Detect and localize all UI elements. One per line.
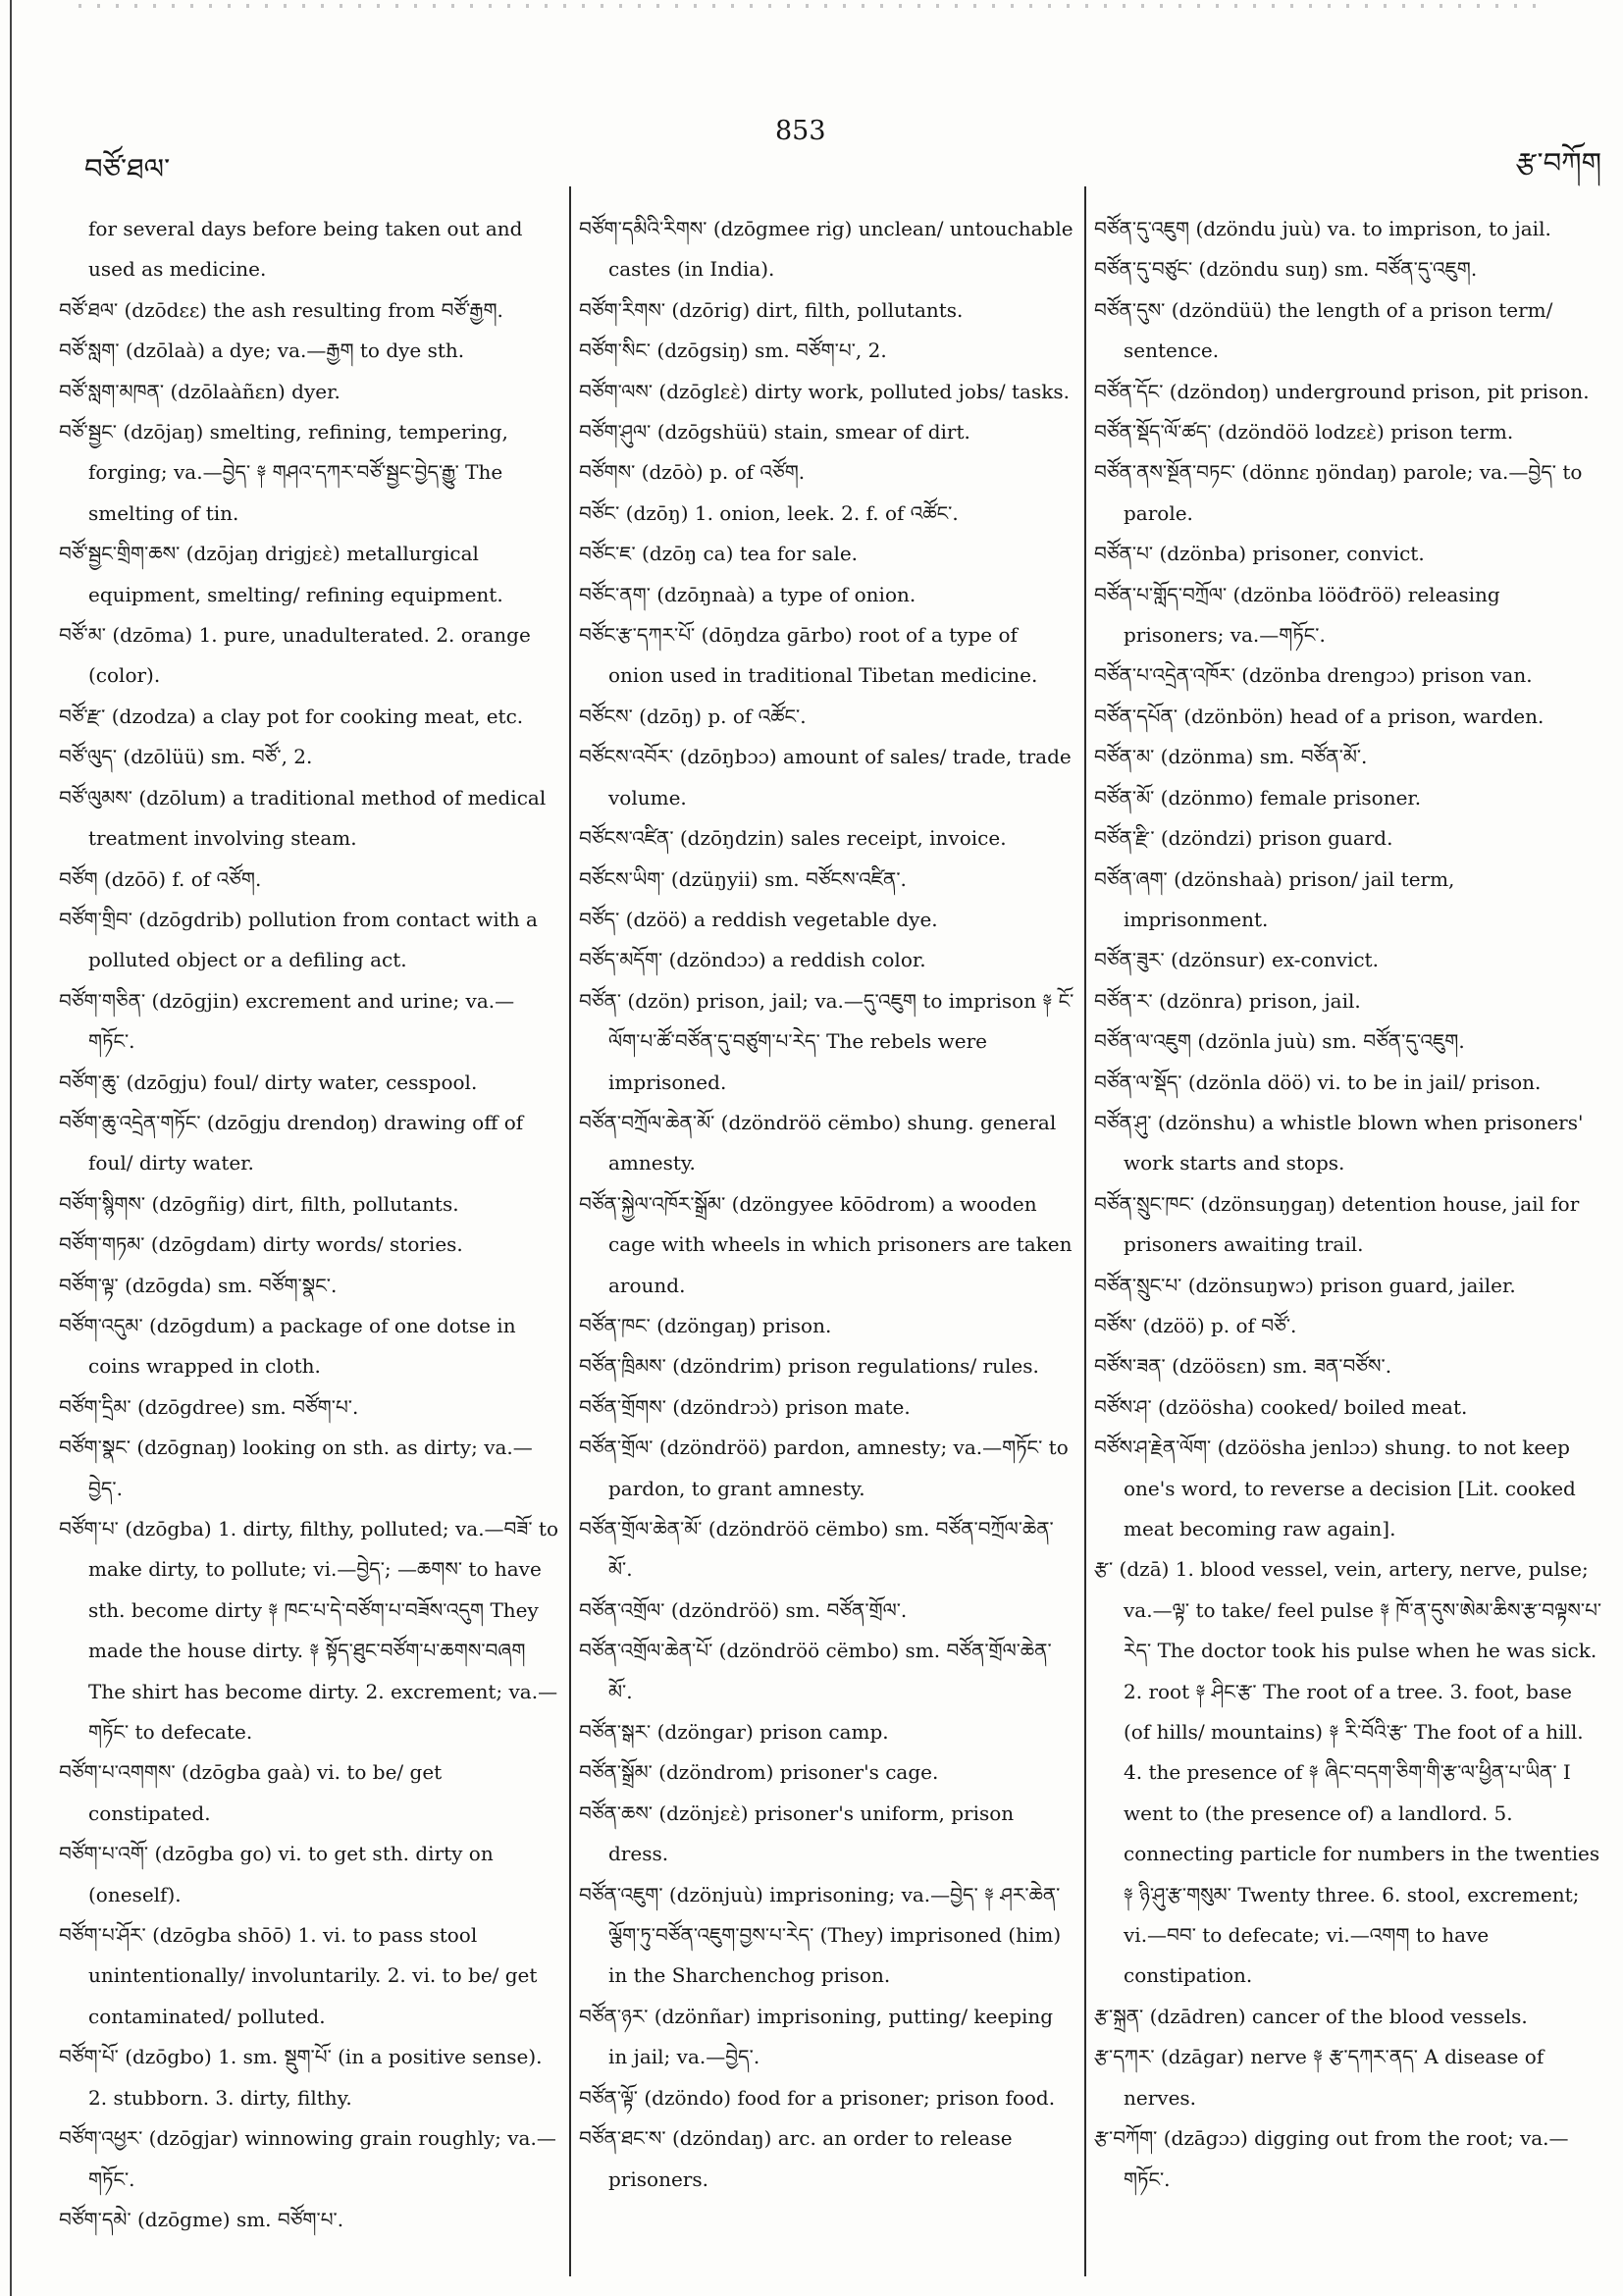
dictionary-entry: བཙོང་ནག་ (dzōŋnaà) a type of onion. <box>579 582 916 606</box>
dictionary-entry: བཙོན་སྲུང་པ་ (dzönsuŋwɔ) prison guard, jailer. <box>1094 1273 1516 1297</box>
dictionary-column-2 <box>579 209 1074 2279</box>
dictionary-entry: བཙོ་སླག་མཁན་ (dzōlaàñεn) dyer. <box>59 379 340 403</box>
column-rule-1 <box>569 186 571 2276</box>
dictionary-entry: བཙོན་ལ་སྡོད་ (dzönla döö) vi. to be in jail/ prison. <box>1094 1070 1542 1094</box>
dictionary-entry: བཙོག་ཆུ་འདྲེན་གཏོང་ (dzōgju drendoŋ) drawing off of foul/ dirty water. <box>59 1110 524 1175</box>
dictionary-entry: བཙོ་རྫ་ (dzodza) a clay pot for cooking meat, etc. <box>59 704 524 728</box>
dictionary-entry: བཙོས་ཤ་རྗེན་ལོག་ (dzöösha jenlɔɔ) shung. to not keep one's word, to reverse a decision [Lit. cooked meat becoming raw again]. <box>1094 1435 1576 1540</box>
dictionary-entry: བཙོད་ (dzöö) a reddish vegetable dye. <box>579 907 938 931</box>
dictionary-entry: བཙོང་རྩ་དཀར་པོ་ (dōŋdza gārbo) root of a type of onion used in traditional Tibetan medicine. <box>579 623 1038 688</box>
dictionary-entry: བཙོ་སླག་ (dzōlaà) a dye; va.—རྒྱག to dye sth. <box>59 339 465 363</box>
dictionary-entry: རྩ་བཀོག་ (dzāgɔɔ) digging out from the root; va.—གཏོང་. <box>1094 2126 1569 2191</box>
dictionary-entry: བཙོག་གཅིན་ (dzōgjin) excrement and urine; va.—གཏོང་. <box>59 988 515 1054</box>
dictionary-entry: བཙོག་རིགས་ (dzōrig) dirt, filth, pollutants. <box>579 297 964 322</box>
dictionary-entry: བཙོང་ཇ་ (dzōŋ ca) tea for sale. <box>579 542 859 566</box>
dictionary-entry: བཙོན་ནས་སྔོན་བཏང་ (dönnε ŋöndaŋ) parole; va.—བྱེད་ to parole. <box>1094 460 1583 525</box>
dictionary-entry: བཙོག་དམེ་ (dzōgme) sm. བཙོག་པ་. <box>59 2207 344 2231</box>
dictionary-entry: བཙོན་ཆས་ (dzönjεὲ) prisoner's uniform, prison dress. <box>579 1800 1015 1866</box>
dictionary-entry: བཙོག་འདུམ་ (dzōgdum) a package of one dotse in coins wrapped in cloth. <box>59 1313 516 1379</box>
dictionary-entry: བཙོས་ཤ་ (dzöösha) cooked/ boiled meat. <box>1094 1394 1468 1419</box>
dictionary-entry: བཙོན་དཔོན་ (dzönbön) head of a prison, warden. <box>1094 704 1544 728</box>
dictionary-entry: བཙོན་འཇུག་ (dzönjuù) imprisoning; va.—བྱེད་ ༈ ཤར་ཆེན་ལྕོག་ཏུ་བཙོན་འཇུག་བྱས་པ་རེད་ (They) imprisoned (him) in the Sharchenchog prison. <box>579 1882 1062 1988</box>
dictionary-entry: བཙོན་ཁང་ (dzöngaŋ) prison. <box>579 1313 832 1337</box>
dictionary-entry: བཙོན་ཟུར་ (dzönsur) ex-convict. <box>1094 948 1379 972</box>
dictionary-entry: བཙོ་མ་ (dzōma) 1. pure, unadulterated. 2. orange (color). <box>59 623 531 688</box>
dictionary-entry: བཙོངས་འཛིན་ (dzōŋdzin) sales receipt, invoice. <box>579 826 1007 851</box>
dictionary-entry: བཙོག་གྲིབ་ (dzōgdrib) pollution from contact with a polluted object or a defiling act. <box>59 907 538 972</box>
dictionary-entry: བཙོན་ཞག་ (dzönshaà) prison/ jail term, imprisonment. <box>1094 866 1455 931</box>
dictionary-entry: བཙོན་ལྟོ་ (dzöndo) food for a prisoner; prison food. <box>579 2085 1056 2110</box>
dictionary-entry: བཙོ་སྦྱང་ (dzōjaŋ) smelting, refining, tempering, forging; va.—བྱེད་ ༈ གཤའ་དཀར་བཙོ་སྦྱང་བྱེད་རྒྱུ་ The smelting of tin. <box>59 420 508 525</box>
scan-artifact-dots <box>79 4 1550 8</box>
dictionary-entry: བཙོག་སིང་ (dzōgsiŋ) sm. བཙོག་པ་, 2. <box>579 339 887 363</box>
dictionary-entry: བཙོས་ཟན་ (dzöösεn) sm. ཟན་བཙོས་. <box>1094 1354 1392 1379</box>
dictionary-entry: བཙོ་ལུད་ (dzōlüü) sm. བཙོ་, 2. <box>59 745 313 769</box>
dictionary-entry: བཙོན་དུས་ (dzöndüü) the length of a prison term/ sentence. <box>1094 297 1553 363</box>
dictionary-entry: བཙོན་པ་ (dzönba) prisoner, convict. <box>1094 542 1425 566</box>
dictionary-entry: བཙོ་སྦྱང་གྲིག་ཆས་ (dzōjaŋ drigjεὲ) metallurgical equipment, smelting/ refining equipment. <box>59 542 503 606</box>
dictionary-entry: བཙོན་སྡོད་ལོ་ཚད་ (dzöndöö lodzεὲ) prison term. <box>1094 420 1514 444</box>
dictionary-entry: བཙོན་སྲུང་ཁང་ (dzönsuŋgaŋ) detention house, jail for prisoners awaiting trail. <box>1094 1191 1580 1257</box>
dictionary-entry: བཙོག (dzōō) f. of འཙོག. <box>59 866 262 891</box>
dictionary-entry: བཙོན་སྒར་ (dzöngar) prison camp. <box>579 1720 889 1745</box>
dictionary-entry: བཙོན་ཤུ་ (dzönshu) a whistle blown when prisoners' work starts and stops. <box>1094 1110 1584 1175</box>
dictionary-entry: for several days before being taken out and used as medicine. <box>88 217 523 282</box>
dictionary-entry: བཙོན་འགྲོལ་ (dzöndröö) sm. བཙོན་གྲོལ་. <box>579 1597 908 1622</box>
dictionary-entry: བཙོང་ (dzōŋ) 1. onion, leek. 2. f. of འཚོང་. <box>579 500 959 525</box>
page-header <box>0 116 1623 185</box>
dictionary-entry: བཙོན་གྲོལ་ (dzöndröö) pardon, amnesty; va.—གཏོང་ to pardon, to grant amnesty. <box>579 1435 1069 1500</box>
dictionary-entry: བཙོན་སྐྱེལ་འཁོར་སྒྲོམ་ (dzöngyee kōōdrom) a wooden cage with wheels in which prisoners are taken around. <box>579 1191 1073 1297</box>
dictionary-entry: བཙོག་པ་འགོ་ (dzōgba go) vi. to get sth. dirty on (oneself). <box>59 1842 494 1906</box>
dictionary-entry: བཙོག་གཏམ་ (dzōgdam) dirty words/ stories. <box>59 1232 463 1257</box>
dictionary-entry: བཙོན་མོ་ (dzönmo) female prisoner. <box>1094 785 1422 809</box>
dictionary-entry: བཙོག་སྣང་ (dzōgnaŋ) looking on sth. as dirty; va.—བྱེད་. <box>59 1435 533 1500</box>
dictionary-entry: བཙོག་པ་འགགས་ (dzōgba gaà) vi. to be/ get constipated. <box>59 1760 443 1825</box>
dictionary-entry: བཙོན་ར་ (dzönra) prison, jail. <box>1094 988 1361 1013</box>
dictionary-entry: བཙོག་པ་ (dzōgba) 1. dirty, filthy, polluted; va.—བཟོ་ to make dirty, to pollute; vi.—བྱེད་; —ཆགས་ to have sth. become dirty ༈ ཁང་པ་དེ་བཙོག་པ་བཟོས་འདུག They made the house dirty. ༈ སྟོད་ཐུང་བཙོག་པ་ཆགས་བཞག The shirt has become dirty. 2. excrement; va.—གཏོང་ to defecate. <box>59 1517 558 1745</box>
dictionary-entry: བཙོན་མ་ (dzönma) sm. བཙོན་མོ་. <box>1094 745 1368 769</box>
dictionary-entry: བཙོན་ཉར་ (dzönñar) imprisoning, putting/ keeping in jail; va.—བྱེད་. <box>579 2004 1054 2069</box>
dictionary-entry: རྩ་ (dzā) 1. blood vessel, vein, artery, nerve, pulse; va.—ལྟ་ to take/ feel pulse ༈ ཁོ་ན་དུས་ཨེམ་ཆིས་རྩ་བལྟས་པ་རེད་ The doctor took his pulse when he was sick. 2. root ༈ ཤིང་རྩ་ The root of a tree. 3. foot, base (of hills/ mountains) ༈ རི་བོའི་རྩ་ The foot of a hill. 4. the presence of ༈ ཞིང་བདག་ཅིག་གི་རྩ་ལ་ཕྱིན་པ་ཡིན་ I went to (the presence of) a landlord. 5. connecting particle for numbers in the twenties ༈ ཉི་ཤུ་རྩ་གསུམ་ Twenty three. 6. stool, excrement; vi.—བབ་ to defecate; vi.—འགག to have constipation. <box>1094 1557 1602 1988</box>
dictionary-entry: བཙོས་ (dzöö) p. of བཙོ་. <box>1094 1313 1297 1337</box>
dictionary-entry: བཙོག་ཤུལ་ (dzōgshüü) stain, smear of dirt. <box>579 420 970 444</box>
dictionary-entry: བཙོན་ (dzön) prison, jail; va.—དུ་འཇུག to imprison ༈ ངོ་ལོག་པ་ཚོ་བཙོན་དུ་བཙུག་པ་རེད་ The rebels were imprisoned. <box>579 988 1074 1094</box>
dictionary-entry: བཙོན་ཐང་ས་ (dzöndaŋ) arc. an order to release prisoners. <box>579 2126 1013 2191</box>
dictionary-entry: བཙོན་པ་འདྲེན་འཁོར་ (dzönba drengɔɔ) prison van. <box>1094 663 1533 688</box>
dictionary-entry: བཙོན་རྫི་ (dzöndzi) prison guard. <box>1094 826 1393 851</box>
page-margin-line <box>10 0 12 2296</box>
dictionary-entry: བཙོན་དུ་བཙུང་ (dzöndu suŋ) sm. བཙོན་དུ་འཇུག. <box>1094 257 1478 282</box>
dictionary-entry: བཙོན་སྒྲོམ་ (dzöndrom) prisoner's cage. <box>579 1760 939 1785</box>
running-head-right: རྩ་བཀོག <box>1515 146 1601 180</box>
page-number: 853 <box>775 116 826 146</box>
dictionary-entry: བཙོག་དམིའི་རིགས་ (dzōgmee rig) unclean/ untouchable castes (in India). <box>579 217 1073 282</box>
dictionary-entry: བཙོན་ཁྲིམས་ (dzöndrim) prison regulations/ rules. <box>579 1354 1039 1379</box>
running-head-left: བཙོ་ཐལ་ <box>84 152 171 185</box>
dictionary-entry: བཙོ་ཐལ་ (dzōdεε) the ash resulting from བཙོ་རྒྱག. <box>59 297 503 322</box>
dictionary-entry: བཙོག་འཕྱར་ (dzōgjar) winnowing grain roughly; va.—གཏོང་. <box>59 2126 556 2191</box>
dictionary-entry: བཙོན་ལ་འཇུག (dzönla juù) sm. བཙོན་དུ་འཇུག. <box>1094 1029 1465 1054</box>
dictionary-entry: བཙོག་པ་ཤོར་ (dzōgba shōō) 1. vi. to pass stool unintentionally/ involuntarily. 2. vi. to be/ get contaminated/ polluted. <box>59 1923 538 2028</box>
dictionary-entry: བཙོངས་ཡིག་ (dzüŋyii) sm. བཙོངས་འཛིན་. <box>579 866 907 891</box>
dictionary-column-3 <box>1094 209 1604 2279</box>
dictionary-entry: བཙོག་སྙིགས་ (dzōgñig) dirt, filth, pollutants. <box>59 1191 459 1216</box>
dictionary-entry: རྩ་སྐྲན་ (dzādren) cancer of the blood vessels. <box>1094 2004 1528 2028</box>
dictionary-entry: བཙོན་དོང་ (dzöndoŋ) underground prison, pit prison. <box>1094 379 1590 403</box>
dictionary-entry: བཙོན་དུ་འཇུག (dzöndu juù) va. to imprison, to jail. <box>1094 217 1551 240</box>
dictionary-entry: བཙོག་ལས་ (dzōglεὲ) dirty work, polluted jobs/ tasks. <box>579 379 1070 403</box>
dictionary-entry: བཙོག་ལྟ་ (dzōgda) sm. བཙོག་སྣང་. <box>59 1273 338 1297</box>
dictionary-entry: བཙོན་འགྲོལ་ཆེན་པོ་ (dzöndröö cëmbo) sm. བཙོན་གྲོལ་ཆེན་མོ་. <box>579 1639 1052 1703</box>
dictionary-entry: བཙོག་ཆུ་ (dzōgju) foul/ dirty water, cesspool. <box>59 1070 478 1094</box>
dictionary-entry: བཙོ་ལུམས་ (dzōlum) a traditional method of medical treatment involving steam. <box>59 785 547 851</box>
dictionary-entry: བཙོངས་འབོར་ (dzōŋbɔɔ) amount of sales/ trade, trade volume. <box>579 745 1072 809</box>
column-rule-2 <box>1084 186 1086 2276</box>
dictionary-entry: བཙོགས་ (dzōò) p. of འཙོག. <box>579 460 806 485</box>
dictionary-entry: བཙོན་གྲོགས་ (dzöndrɔɔ̀) prison mate. <box>579 1394 911 1419</box>
dictionary-entry: བཙོན་བཀྲོལ་ཆེན་མོ་ (dzöndröö cëmbo) shung. general amnesty. <box>579 1110 1057 1175</box>
dictionary-entry: བཙོད་མདོག་ (dzöndɔɔ) a reddish color. <box>579 948 926 972</box>
dictionary-entry: བཙོངས་ (dzōŋ) p. of འཚོང་. <box>579 704 807 728</box>
dictionary-entry: བཙོག་དྲིམ་ (dzōgdree) sm. བཙོག་པ་. <box>59 1394 359 1419</box>
dictionary-entry: རྩ་དཀར་ (dzāgar) nerve ༈ རྩ་དཀར་ནད་ A disease of nerves. <box>1094 2045 1544 2110</box>
dictionary-entry: བཙོན་པ་གློད་བཀྲོལ་ (dzönba lööđröö) releasing prisoners; va.—གཏོང་. <box>1094 582 1500 648</box>
dictionary-entry: བཙོག་པོ་ (dzōgbo) 1. sm. སྡུག་པོ་ (in a positive sense). 2. stubborn. 3. dirty, filthy. <box>59 2045 543 2110</box>
dictionary-entry: བཙོན་གྲོལ་ཆེན་མོ་ (dzöndröö cëmbo) sm. བཙོན་བཀྲོལ་ཆེན་མོ་. <box>579 1517 1054 1582</box>
dictionary-column-1 <box>59 209 559 2279</box>
